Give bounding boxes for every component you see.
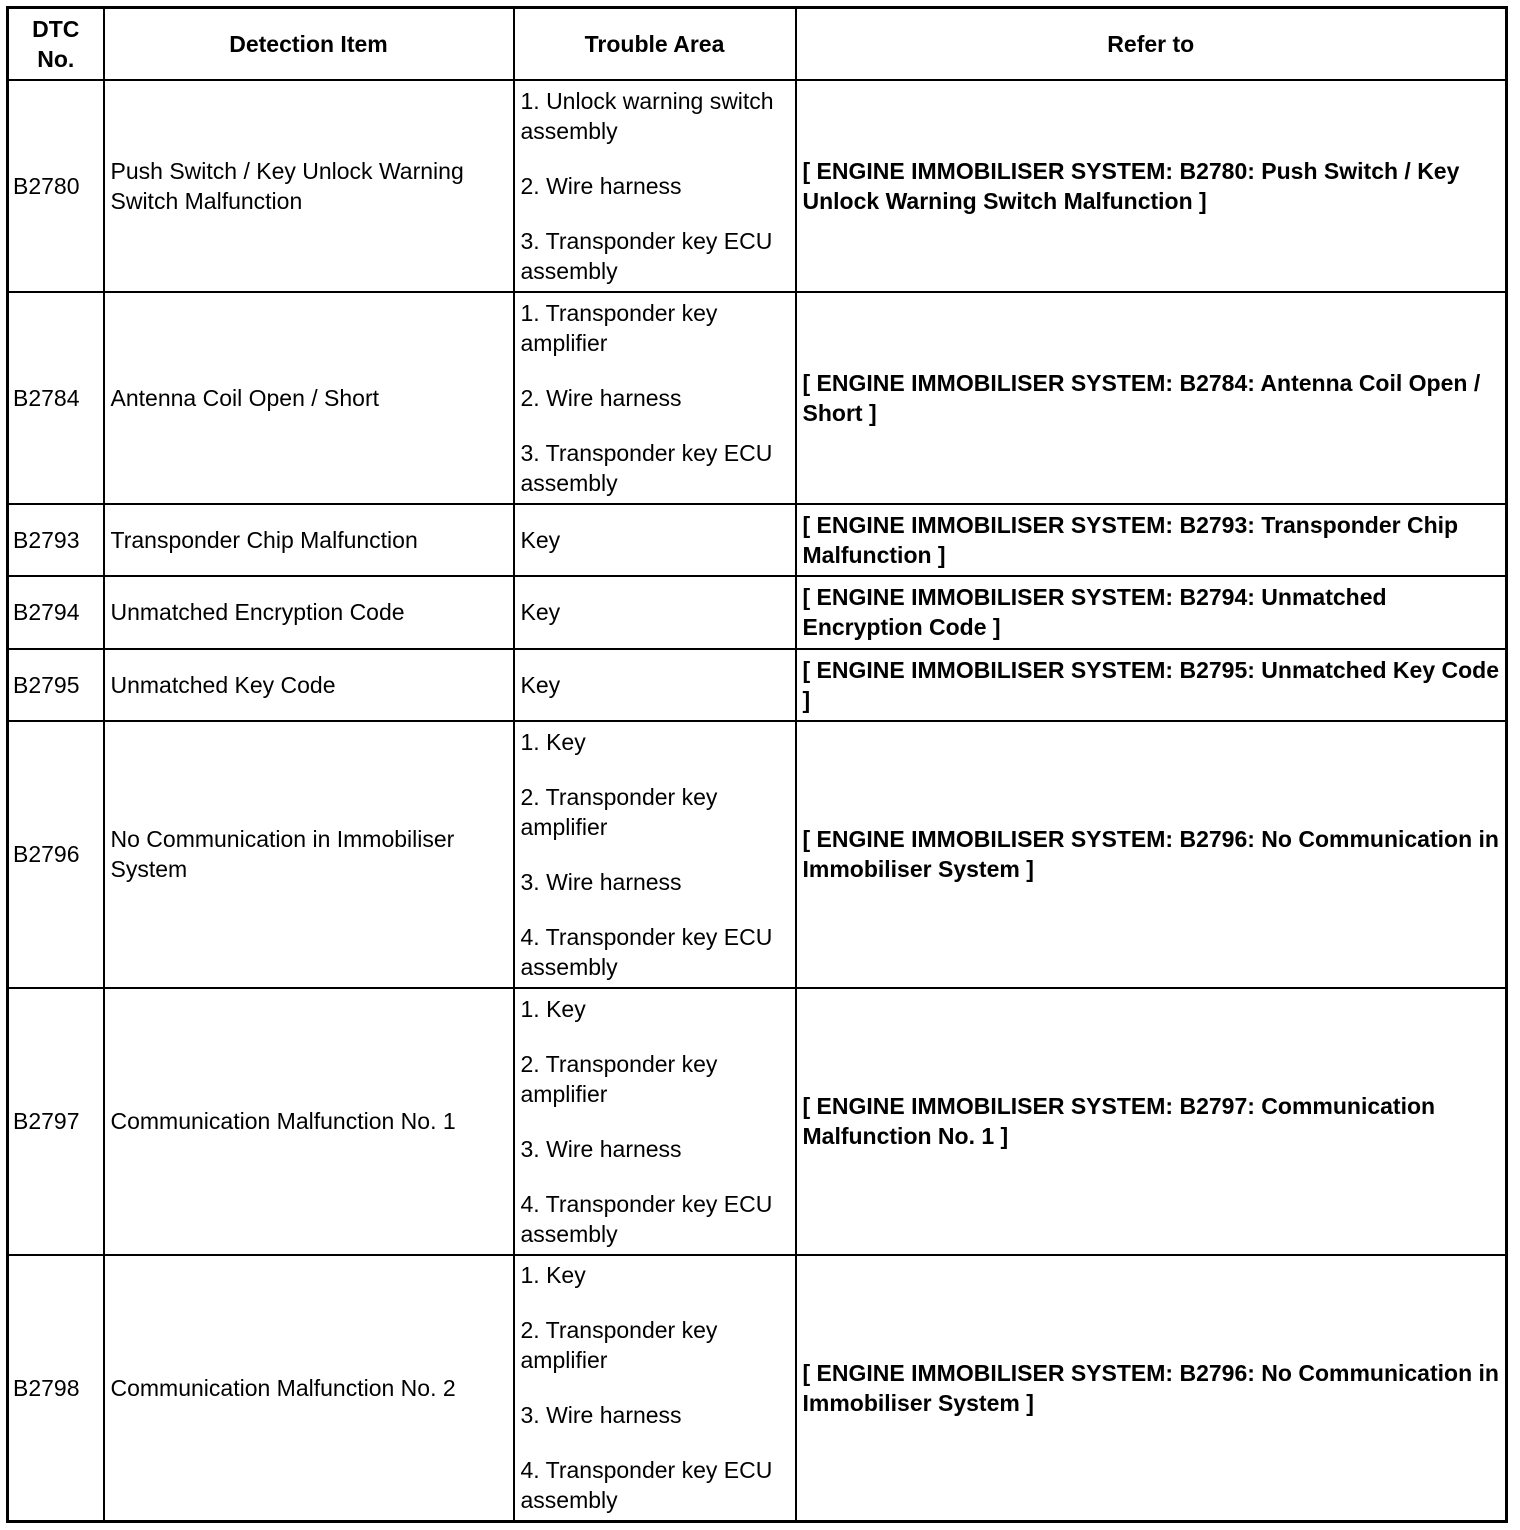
trouble-area-item: 2. Transponder key amplifier	[520, 1050, 718, 1107]
table-body	[8, 80, 1507, 1522]
header-detection-item: Detection Item	[104, 8, 514, 80]
trouble-area-list	[521, 1260, 789, 1515]
trouble-area-item: 1. Key	[520, 995, 586, 1022]
trouble-area-item: Key	[520, 599, 561, 625]
detection-item: Communication Malfunction No. 1	[104, 988, 514, 1255]
trouble-area-item: 1. Key	[520, 1262, 586, 1289]
header-refer-to: Refer to	[796, 8, 1507, 80]
trouble-area	[514, 1255, 796, 1522]
trouble-area-item: 3. Wire harness	[520, 868, 682, 895]
trouble-area	[514, 504, 796, 576]
table-row	[8, 80, 1507, 292]
dtc-code: B2793	[8, 504, 104, 576]
dtc-code: B2780	[8, 80, 104, 292]
trouble-area-list	[521, 525, 789, 555]
detection-item: Unmatched Key Code	[104, 649, 514, 721]
trouble-area-item: 3. Wire harness	[520, 1402, 682, 1429]
table-row	[8, 504, 1507, 576]
table-row	[8, 292, 1507, 504]
trouble-area-item: 2. Wire harness	[520, 172, 682, 199]
header-row	[8, 8, 1507, 80]
trouble-area	[514, 649, 796, 721]
trouble-area-item: 3. Transponder key ECU assembly	[520, 227, 773, 284]
detection-item: Unmatched Encryption Code	[104, 576, 514, 649]
trouble-area-item: 2. Wire harness	[520, 384, 682, 411]
refer-to-link[interactable]: [ ENGINE IMMOBILISER SYSTEM: B2796: No Communication in Immobiliser System ]	[796, 721, 1507, 988]
refer-to-link[interactable]: [ ENGINE IMMOBILISER SYSTEM: B2795: Unmatched Key Code ]	[796, 649, 1507, 721]
trouble-area-item: 3. Wire harness	[520, 1135, 682, 1162]
trouble-area	[514, 292, 796, 504]
trouble-area	[514, 988, 796, 1255]
table-row	[8, 988, 1507, 1255]
detection-item: Communication Malfunction No. 2	[104, 1255, 514, 1522]
trouble-area-item: 2. Transponder key amplifier	[520, 783, 718, 840]
dtc-code: B2794	[8, 576, 104, 649]
refer-to-link[interactable]: [ ENGINE IMMOBILISER SYSTEM: B2793: Transponder Chip Malfunction ]	[796, 504, 1507, 576]
header-dtc-no: DTC No.	[8, 8, 104, 80]
refer-to-link[interactable]: [ ENGINE IMMOBILISER SYSTEM: B2784: Antenna Coil Open / Short ]	[796, 292, 1507, 504]
header-trouble-area: Trouble Area	[514, 8, 796, 80]
dtc-code: B2784	[8, 292, 104, 504]
trouble-area-item: 1. Key	[520, 728, 586, 755]
refer-to-link[interactable]: [ ENGINE IMMOBILISER SYSTEM: B2780: Push Switch / Key Unlock Warning Switch Malfunction ]	[796, 80, 1507, 292]
table-row	[8, 576, 1507, 649]
dtc-code: B2798	[8, 1255, 104, 1522]
trouble-area-list	[521, 670, 789, 700]
dtc-code: B2796	[8, 721, 104, 988]
refer-to-link[interactable]: [ ENGINE IMMOBILISER SYSTEM: B2796: No Communication in Immobiliser System ]	[796, 1255, 1507, 1522]
table-row	[8, 649, 1507, 721]
refer-to-link[interactable]: [ ENGINE IMMOBILISER SYSTEM: B2794: Unmatched Encryption Code ]	[796, 576, 1507, 649]
trouble-area-item: 3. Transponder key ECU assembly	[520, 439, 773, 496]
refer-to-link[interactable]: [ ENGINE IMMOBILISER SYSTEM: B2797: Communication Malfunction No. 1 ]	[796, 988, 1507, 1255]
table-row	[8, 721, 1507, 988]
trouble-area	[514, 80, 796, 292]
dtc-table	[6, 6, 1508, 1523]
dtc-code: B2797	[8, 988, 104, 1255]
trouble-area	[514, 721, 796, 988]
trouble-area-item: Key	[520, 526, 561, 553]
trouble-area-item: 4. Transponder key ECU assembly	[520, 1457, 773, 1514]
trouble-area-list	[521, 298, 789, 498]
trouble-area-item: 4. Transponder key ECU assembly	[520, 1190, 773, 1247]
trouble-area-item: Key	[520, 671, 561, 698]
trouble-area-list	[521, 727, 789, 982]
detection-item: No Communication in Immobiliser System	[104, 721, 514, 988]
trouble-area-item: 4. Transponder key ECU assembly	[520, 923, 773, 980]
trouble-area	[514, 576, 796, 649]
trouble-area-item: 1. Transponder key amplifier	[520, 299, 718, 356]
trouble-area-list	[521, 597, 789, 627]
trouble-area-item: 1. Unlock warning switch assembly	[520, 87, 774, 144]
detection-item: Push Switch / Key Unlock Warning Switch Malfunction	[104, 80, 514, 292]
dtc-code: B2795	[8, 649, 104, 721]
trouble-area-item: 2. Transponder key amplifier	[520, 1317, 718, 1374]
detection-item: Transponder Chip Malfunction	[104, 504, 514, 576]
trouble-area-list	[521, 994, 789, 1249]
table-row	[8, 1255, 1507, 1522]
trouble-area-list	[521, 86, 789, 286]
detection-item: Antenna Coil Open / Short	[104, 292, 514, 504]
